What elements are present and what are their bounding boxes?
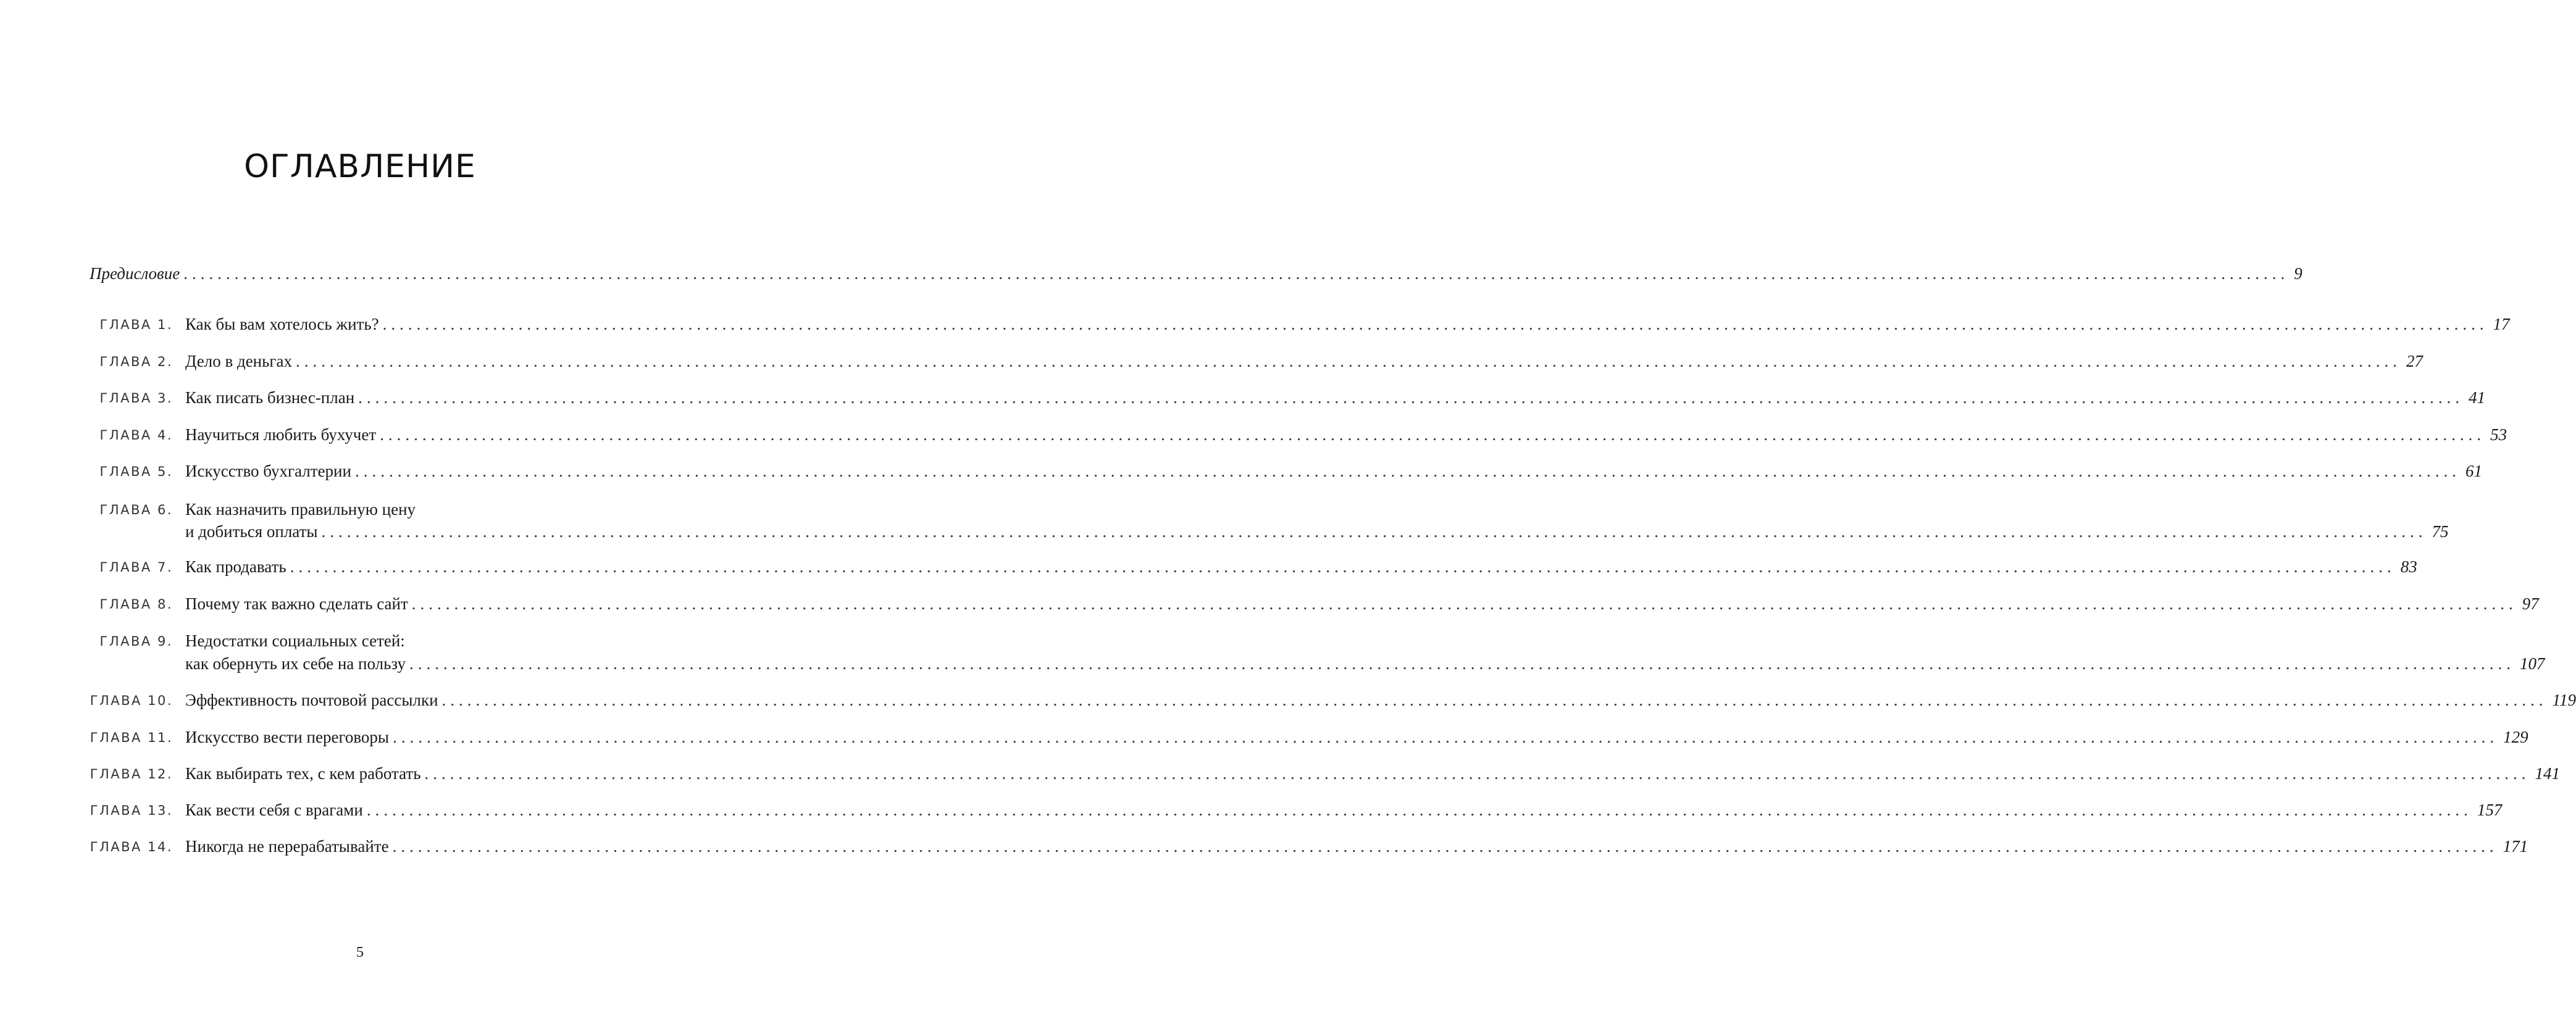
dot-leader: ........................................................................................................................................................................................................................................................ — [321, 522, 2427, 541]
chapter-label: ГЛАВА 14. — [90, 840, 173, 854]
toc-entry-preface — [0, 264, 2302, 285]
chapter-label: ГЛАВА 3. — [99, 391, 173, 406]
chapter-label: ГЛАВА 1. — [99, 317, 173, 332]
toc-entry-chapter-3 — [0, 388, 2486, 409]
toc-page-number: 27 — [2406, 352, 2423, 370]
toc-entry-chapter-5 — [0, 462, 2482, 483]
toc-entry-title: Как продавать — [185, 557, 286, 576]
toc-entry-title: Как бы вам хотелось жить? — [185, 315, 379, 333]
chapter-label: ГЛАВА 2. — [99, 354, 173, 369]
toc-page-number: 129 — [2503, 728, 2528, 746]
chapter-label: ГЛАВА 11. — [90, 730, 173, 745]
toc-page-number: 171 — [2503, 837, 2528, 856]
dot-leader: ........................................................................................................................................................................................................................................................ — [441, 691, 2548, 709]
toc-entry-title: Научиться любить бухучет — [185, 425, 377, 444]
chapter-label: ГЛАВА 6. — [99, 502, 173, 517]
toc-entry-chapter-10 — [0, 691, 2576, 712]
chapter-label: ГЛАВА 4. — [99, 428, 173, 443]
toc-page-number: 141 — [2535, 764, 2561, 783]
dot-leader: ........................................................................................................................................................................................................................................................ — [392, 837, 2498, 856]
toc-entry-chapter-1 — [0, 315, 2510, 336]
chapter-label: ГЛАВА 5. — [99, 464, 173, 479]
toc-entry-title: Искусство вести переговоры — [185, 728, 390, 746]
dot-leader: ........................................................................................................................................................................................................................................................ — [183, 264, 2290, 283]
chapter-label: ГЛАВА 12. — [90, 767, 173, 781]
dot-leader: ........................................................................................................................................................................................................................................................ — [393, 728, 2499, 746]
toc-entry-chapter-4 — [0, 425, 2507, 446]
page-title: ОГЛАВЛЕНИЕ — [244, 148, 476, 185]
toc-page-number: 75 — [2432, 522, 2449, 541]
dot-leader: ........................................................................................................................................................................................................................................................ — [382, 315, 2488, 333]
toc-entry-title: Искусство бухгалтерии — [185, 462, 351, 480]
toc-entry-title: Эффективность почтовой рассылки — [185, 691, 438, 709]
toc-page-number: 119 — [2552, 691, 2576, 709]
toc-entry-title-line-1: Недостатки социальных сетей: — [185, 631, 405, 650]
toc-entry-title: Как писать бизнес-план — [185, 388, 355, 407]
toc-entry-chapter-6-cont — [0, 522, 2449, 543]
toc-entry-title-line-2: как обернуть их себе на пользу — [185, 654, 406, 673]
toc-page-number: 61 — [2465, 462, 2482, 480]
toc-page-number: 41 — [2469, 388, 2486, 407]
toc-page-number: 17 — [2493, 315, 2510, 333]
toc-entry-chapter-12 — [0, 764, 2561, 785]
chapter-label: ГЛАВА 10. — [90, 693, 173, 708]
toc-page-number: 9 — [2294, 264, 2302, 283]
chapter-label: ГЛАВА 13. — [90, 803, 173, 818]
toc-entry-chapter-9 — [0, 631, 720, 652]
chapter-label: ГЛАВА 7. — [99, 560, 173, 575]
dot-leader: ........................................................................................................................................................................................................................................................ — [409, 654, 2515, 673]
toc-entry-title-line-2: и добиться оплаты — [185, 522, 318, 541]
page-number-folio: 5 — [356, 944, 364, 961]
toc-entry-title: Никогда не перерабатывайте — [185, 837, 389, 856]
dot-leader: ........................................................................................................................................................................................................................................................ — [380, 425, 2486, 444]
dot-leader: ........................................................................................................................................................................................................................................................ — [354, 462, 2461, 480]
toc-entry-chapter-6 — [0, 500, 720, 521]
toc-entry-title: Дело в деньгах — [185, 352, 292, 370]
toc-page-number: 97 — [2522, 594, 2539, 613]
toc-entry-title: Предисловие — [90, 264, 180, 283]
toc-page-number: 157 — [2477, 801, 2503, 819]
toc-entry-chapter-13 — [0, 801, 2503, 822]
toc-entry-chapter-11 — [0, 728, 2528, 749]
toc-entry-title: Как вести себя с врагами — [185, 801, 363, 819]
toc-entry-chapter-7 — [0, 557, 2417, 578]
toc-entry-chapter-14 — [0, 837, 2528, 858]
dot-leader: ........................................................................................................................................................................................................................................................ — [424, 764, 2530, 783]
dot-leader: ........................................................................................................................................................................................................................................................ — [411, 594, 2517, 613]
dot-leader: ........................................................................................................................................................................................................................................................ — [296, 352, 2401, 370]
toc-entry-chapter-8 — [0, 594, 2539, 615]
dot-leader: ........................................................................................................................................................................................................................................................ — [366, 801, 2472, 819]
dot-leader: ........................................................................................................................................................................................................................................................ — [290, 557, 2396, 576]
dot-leader: ........................................................................................................................................................................................................................................................ — [358, 388, 2464, 407]
toc-entry-title-line-1: Как назначить правильную цену — [185, 500, 416, 519]
toc-entry-title: Почему так важно сделать сайт — [185, 594, 408, 613]
toc-entry-chapter-9-cont — [0, 654, 2545, 675]
toc-entry-chapter-2 — [0, 352, 2423, 373]
toc-entry-title: Как выбирать тех, с кем работать — [185, 764, 421, 783]
toc-page-number: 107 — [2520, 654, 2545, 673]
chapter-label: ГЛАВА 8. — [99, 597, 173, 612]
toc-page-number: 83 — [2400, 557, 2417, 576]
chapter-label: ГЛАВА 9. — [99, 634, 173, 649]
toc-page-number: 53 — [2490, 425, 2507, 444]
